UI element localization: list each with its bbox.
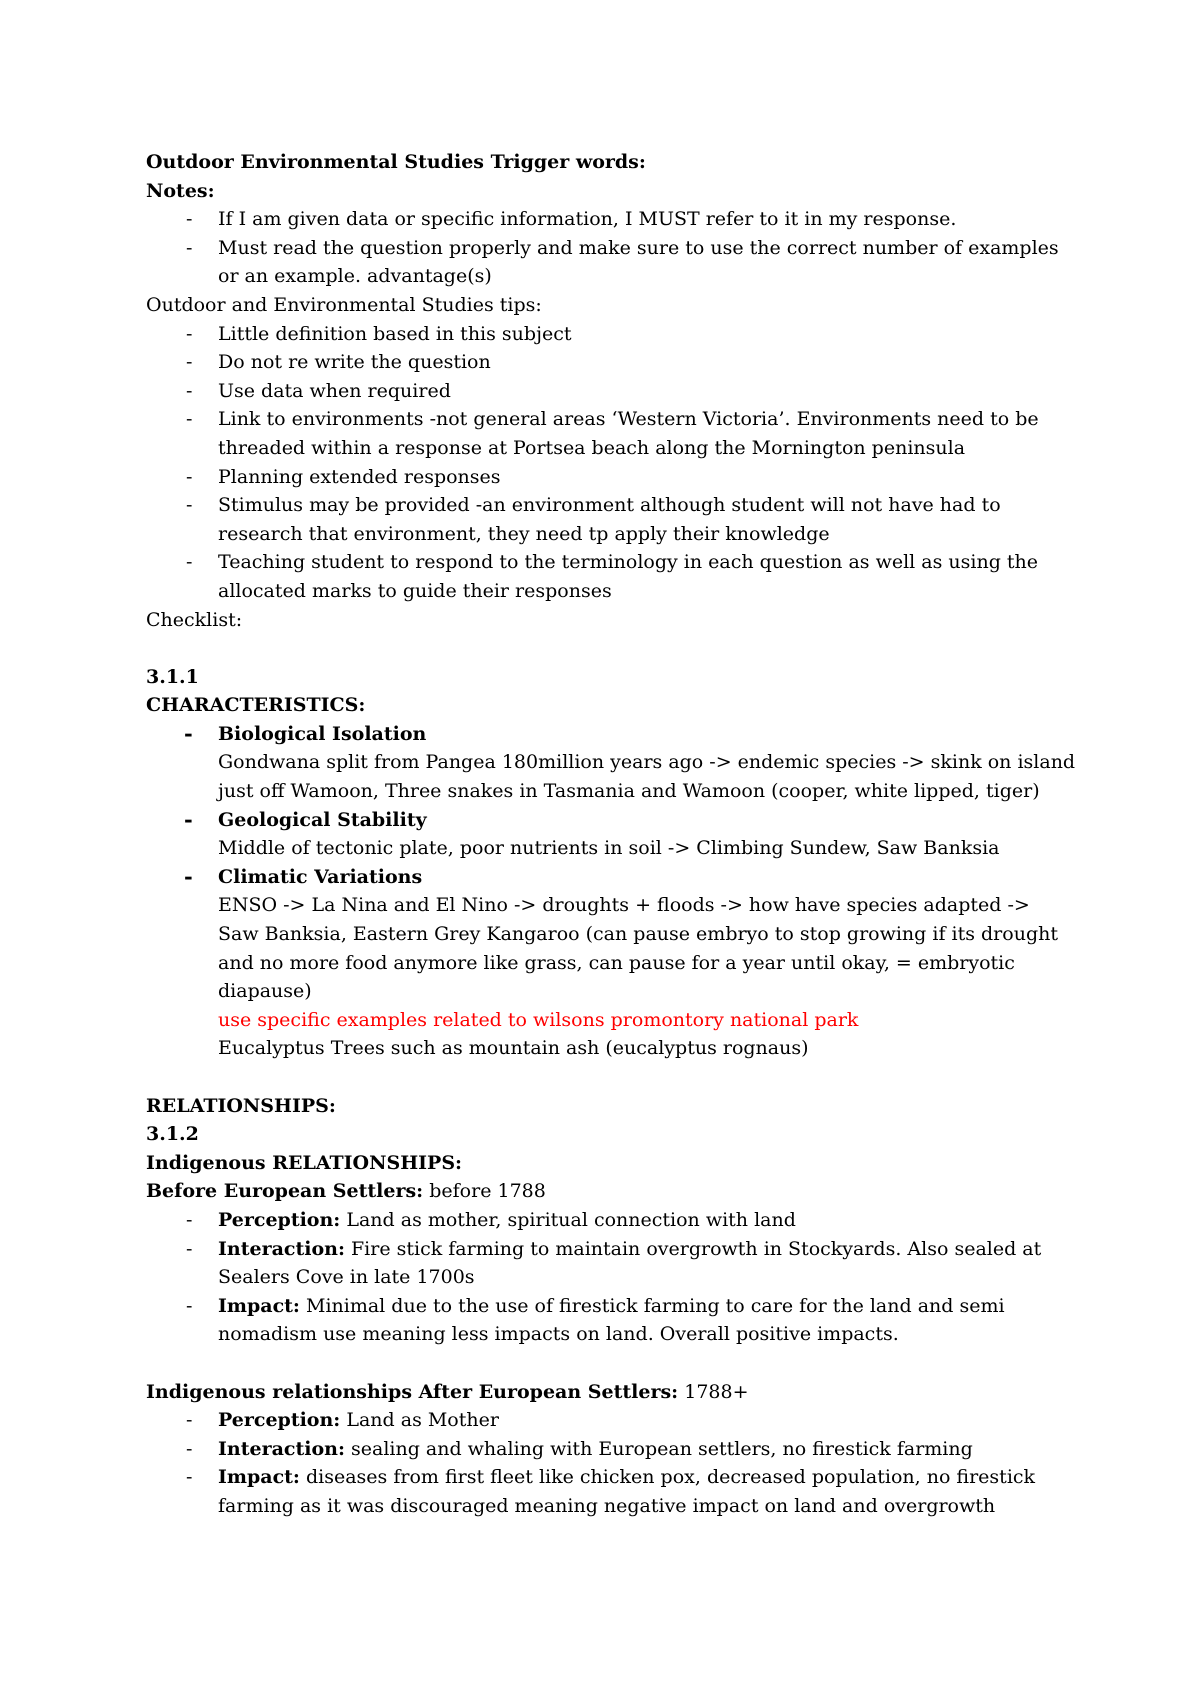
tips-item: - Do not re write the question bbox=[146, 348, 1076, 377]
characteristic-text: Middle of tectonic plate, poor nutrients in soil -> Climbing Sundew, Saw Banksia bbox=[218, 837, 1000, 860]
item-label: Interaction: bbox=[218, 1437, 345, 1460]
characteristics-list bbox=[146, 720, 1076, 1063]
before-settlers-label: Before European Settlers: bbox=[146, 1180, 424, 1203]
tips-list bbox=[146, 320, 1076, 606]
section-number-311: 3.1.1 bbox=[146, 665, 199, 688]
characteristic-extra: Eucalyptus Trees such as mountain ash (eucalyptus rognaus) bbox=[218, 1037, 809, 1060]
before-settlers-list bbox=[146, 1206, 1076, 1349]
after-settlers-list bbox=[146, 1406, 1076, 1520]
after-settlers-value: 1788+ bbox=[678, 1380, 749, 1403]
after-settlers-line bbox=[146, 1378, 1076, 1407]
notes-item: - Must read the question properly and make sure to use the correct number of examples or an example. advantage(s) bbox=[146, 234, 1076, 291]
tips-item: - Teaching student to respond to the terminology in each question as well as using the allocated marks to guide their responses bbox=[146, 548, 1076, 605]
characteristics-heading: CHARACTERISTICS: bbox=[146, 694, 366, 717]
item-label: Perception: bbox=[218, 1208, 341, 1231]
tips-item: - Planning extended responses bbox=[146, 463, 1076, 492]
characteristic-item bbox=[146, 806, 1076, 863]
characteristic-title: - Climatic Variations bbox=[218, 865, 423, 888]
characteristic-text: Gondwana split from Pangea 180million years ago -> endemic species -> skink on island just off Wamoon, Three snakes in Tasmania and Wamoon (cooper, white lipped, tiger) bbox=[218, 751, 1076, 803]
notes-list bbox=[146, 205, 1076, 291]
after-item bbox=[146, 1463, 1076, 1520]
item-label: Perception: bbox=[218, 1409, 341, 1432]
tips-item: - Little definition based in this subject bbox=[146, 320, 1076, 349]
after-settlers-label: Indigenous relationships After European Settlers: bbox=[146, 1380, 679, 1403]
tips-item: - Use data when required bbox=[146, 377, 1076, 406]
spacer bbox=[146, 1349, 1076, 1378]
relationships-heading: RELATIONSHIPS: bbox=[146, 1094, 336, 1117]
before-settlers-line bbox=[146, 1177, 1076, 1206]
tips-item: - Stimulus may be provided -an environment although student will not have had to research that environment, they need tp apply their knowledge bbox=[146, 491, 1076, 548]
item-text: Land as mother, spiritual connection with land bbox=[340, 1208, 796, 1231]
item-text: Minimal due to the use of firestick farming to care for the land and semi nomadism use meaning less impacts on land. Overall positive impacts. bbox=[218, 1294, 1005, 1346]
characteristic-title: - Biological Isolation bbox=[218, 722, 427, 745]
notes-heading: Notes: bbox=[146, 179, 215, 202]
characteristic-text: ENSO -> La Nina and El Nino -> droughts + floods -> how have species adapted -> Saw Banksia, Eastern Grey Kangaroo (can pause embryo to stop growing if its drought and no more food anymore like grass, can pause for a year until okay, = embryotic diapause) bbox=[218, 894, 1058, 1003]
item-text: sealing and whaling with European settlers, no firestick farming bbox=[344, 1437, 973, 1460]
before-item bbox=[146, 1235, 1076, 1292]
checklist-label: Checklist: bbox=[146, 608, 243, 631]
indigenous-relationships-heading: Indigenous RELATIONSHIPS: bbox=[146, 1151, 463, 1174]
item-text: diseases from first fleet like chicken pox, decreased population, no firestick farming as it was discouraged meaning negative impact on land and overgrowth bbox=[218, 1466, 1036, 1517]
item-text: Land as Mother bbox=[340, 1409, 499, 1432]
item-label: Impact: bbox=[218, 1294, 300, 1317]
characteristic-title: - Geological Stability bbox=[218, 808, 427, 831]
notes-item: - If I am given data or specific information, I MUST refer to it in my response. bbox=[146, 205, 1076, 234]
tips-heading: Outdoor and Environmental Studies tips: bbox=[146, 293, 542, 316]
before-settlers-value: before 1788 bbox=[423, 1180, 546, 1203]
after-item bbox=[146, 1435, 1076, 1464]
spacer bbox=[146, 1063, 1076, 1092]
spacer bbox=[146, 634, 1076, 663]
before-item bbox=[146, 1206, 1076, 1235]
document-title: Outdoor Environmental Studies Trigger words: bbox=[146, 151, 646, 173]
document-page bbox=[146, 148, 1076, 1521]
before-item bbox=[146, 1292, 1076, 1349]
red-note: use specific examples related to wilsons promontory national park bbox=[218, 1008, 859, 1031]
after-item bbox=[146, 1406, 1076, 1435]
item-label: Interaction: bbox=[218, 1237, 345, 1260]
characteristic-item bbox=[146, 720, 1076, 806]
section-number-312: 3.1.2 bbox=[146, 1123, 199, 1146]
item-label: Impact: bbox=[218, 1466, 300, 1489]
characteristic-item bbox=[146, 863, 1076, 1063]
tips-item: - Link to environments -not general areas ‘Western Victoria’. Environments need to be threaded within a response at Portsea beach along the Mornington peninsula bbox=[146, 405, 1076, 462]
item-text: Fire stick farming to maintain overgrowth in Stockyards. Also sealed at Sealers Cove in late 1700s bbox=[218, 1237, 1042, 1289]
